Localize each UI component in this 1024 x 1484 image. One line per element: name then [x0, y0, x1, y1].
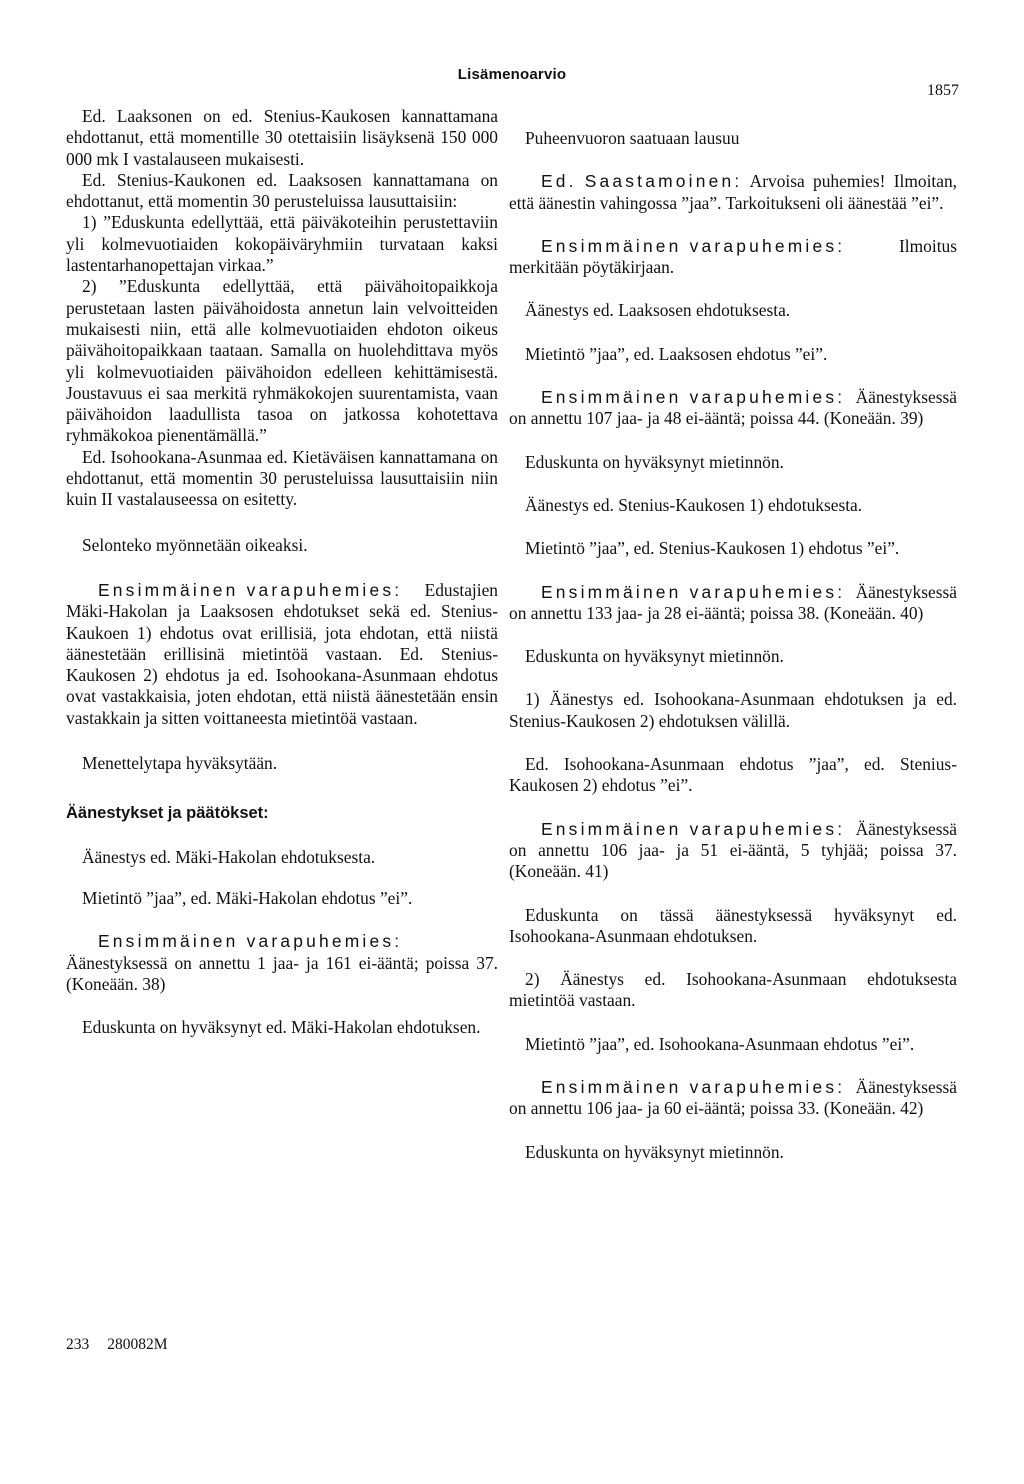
running-header: Lisämenoarvio — [457, 66, 567, 83]
speaker-name: Ensimmäinen varapuhemies: — [541, 387, 846, 408]
paragraph-text: Ed. Laaksonen on ed. Stenius-Kaukosen kannattamana ehdottanut, että momentille 30 otettaisiin lisäyksenä 150 000 000 mk I vastalauseen mukaisesti. — [66, 106, 498, 169]
paragraph-text: 1) ”Eduskunta edellyttää, että päiväkoteihin perustettaviin yli kolmevuotiaiden kokopäiväryhmiin turvataan kaksi lastentarhanopettajan virkaa.” — [66, 212, 498, 276]
paragraph — [509, 300, 957, 321]
paragraph — [509, 538, 957, 559]
left-column — [66, 106, 498, 1038]
paragraph-text: Selonteko myönnetään oikeaksi. — [82, 534, 308, 555]
paragraph-text: Äänestyksessä on annettu 1 jaa- ja 161 ei-ääntä; poissa 37. (Koneään. 38) — [66, 952, 498, 994]
speaker-name: Ensimmäinen varapuhemies: — [541, 581, 846, 602]
paragraph-text: Mietintö ”jaa”, ed. Laaksosen ehdotus ”ei”. — [525, 343, 828, 364]
paragraph-text: 1) Äänestys ed. Isohookana-Asunmaan ehdotuksen ja ed. Stenius-Kaukosen 2) ehdotuksen välillä. — [509, 689, 957, 731]
paragraph-text: Eduskunta on hyväksynyt mietinnön. — [525, 451, 784, 472]
section-heading: Äänestykset ja päätökset: — [66, 804, 269, 823]
speaker-name: Ensimmäinen varapuhemies: — [541, 235, 846, 256]
paragraph — [66, 276, 498, 446]
paragraph-text: Mietintö ”jaa”, ed. Stenius-Kaukosen 1) ehdotus ”ei”. — [525, 538, 900, 559]
paragraph — [509, 171, 957, 214]
paragraph — [66, 753, 498, 774]
paragraph — [509, 754, 957, 797]
paragraph — [509, 128, 957, 149]
paragraph-text: Puheenvuoron saatuaan lausuu — [525, 128, 740, 148]
paragraph-text: Äänestyksessä on annettu 133 jaa- ja 28 ei-ääntä; poissa 38. (Koneään. 40) — [509, 581, 957, 623]
paragraph — [509, 646, 957, 667]
paragraph-text: Äänestyksessä on annettu 107 jaa- ja 48 ei-ääntä; poissa 44. (Koneään. 39) — [509, 387, 957, 429]
paragraph — [66, 106, 498, 170]
paragraph — [66, 802, 498, 824]
paragraph-text: Mietintö ”jaa”, ed. Mäki-Hakolan ehdotus ”ei”. — [82, 887, 413, 908]
paragraph — [509, 1034, 957, 1055]
paragraph — [66, 212, 498, 276]
paragraph — [509, 387, 957, 430]
paragraph — [509, 452, 957, 473]
paragraph-text: Eduskunta on tässä äänestyksessä hyväksynyt ed. Isohookana-Asunmaan ehdotuksen. — [509, 904, 957, 946]
speaker-name: Ensimmäinen varapuhemies: — [541, 1077, 846, 1098]
paragraph-text: Edustajien Mäki-Hakolan ja Laaksosen ehdotukset sekä ed. Stenius-Kaukoen 1) ehdotus ovat erillisiä, jota ehdotan, että niistä äänestetään erillisinä mietintöä vastaan. Ed. Stenius-Kaukosen 2) ehdotus ja ed. Isohookana-Asunmaan ehdotus ovat vastakkaisia, joten ehdotan, että niistä äänestetään ensin vastakkain ja sitten voittaneesta mietintöä vastaan. — [66, 579, 498, 728]
page-number: 1857 — [927, 82, 959, 99]
paragraph — [66, 535, 498, 556]
paragraph-text: Menettelytapa hyväksytään. — [82, 753, 278, 774]
paragraph-text: Arvoisa puhemies! Ilmoitan, että äänestin vahingossa ”jaa”. Tarkoitukseni oli äänestää ”ei”. — [509, 171, 957, 213]
paragraph — [66, 447, 498, 511]
footer — [66, 1336, 186, 1354]
paragraph — [509, 1077, 957, 1120]
paragraph — [509, 495, 957, 516]
paragraph-text: Äänestys ed. Stenius-Kaukosen 1) ehdotuksesta. — [525, 494, 863, 515]
paragraph-text: Ed. Isohookana-Asunmaan ehdotus ”jaa”, ed. Stenius-Kaukosen 2) ehdotus ”ei”. — [509, 754, 957, 796]
paragraph-text: Äänestys ed. Mäki-Hakolan ehdotuksesta. — [82, 846, 376, 867]
paragraph — [66, 847, 498, 868]
paragraph — [509, 819, 957, 883]
paragraph — [509, 582, 957, 625]
paragraph-text: Äänestyksessä on annettu 106 jaa- ja 60 ei-ääntä; poissa 33. (Koneään. 42) — [509, 1077, 957, 1119]
speaker-name: Ensimmäinen varapuhemies: — [541, 818, 846, 839]
paragraph-text: 2) ”Eduskunta edellyttää, että päivähoitopaikkoja perustetaan lasten päivähoidosta annetun lain velvoitteiden mukaisesti niin, että alle kolmevuotiaiden ehdoton oikeus päivähoitopaikkaan taataan. Samalla on huolehdittava myös yli kolmevuotiaiden päivähoidon edelleen kehittämisestä. Joustavuus ei saa merkitä ryhmäkokojen suurentamista, vaan päivähoidon laadullista tasoa on jatkossa kohotettava ryhmäkokoa pienentämällä.” — [66, 276, 498, 446]
paragraph — [509, 344, 957, 365]
right-column — [509, 128, 957, 1163]
paragraph-text: Äänestyksessä on annettu 106 jaa- ja 51 ei-ääntä, 5 tyhjää; poissa 37. (Koneään. 41) — [509, 818, 957, 882]
paragraph-text: Äänestys ed. Laaksosen ehdotuksesta. — [525, 300, 791, 321]
paragraph — [509, 969, 957, 1012]
paragraph-text: Eduskunta on hyväksynyt mietinnön. — [525, 646, 784, 667]
footer-print-code: 280082M — [107, 1336, 168, 1353]
paragraph-text: Eduskunta on hyväksynyt ed. Mäki-Hakolan ehdotuksen. — [82, 1017, 481, 1038]
paragraph — [509, 236, 957, 279]
paragraph — [66, 1017, 498, 1038]
paragraph-text: 2) Äänestys ed. Isohookana-Asunmaan ehdotuksesta mietintöä vastaan. — [509, 969, 957, 1011]
paragraph — [66, 170, 498, 213]
speaker-name: Ed. Saastamoinen: — [541, 171, 743, 192]
paragraph — [66, 580, 498, 729]
paragraph-text: Ed. Stenius-Kaukonen ed. Laaksosen kannattamana on ehdottanut, että momentin 30 perusteluissa lausuttaisiin: — [66, 169, 498, 212]
paragraph — [509, 689, 957, 732]
paragraph-text: Ed. Isohookana-Asunmaa ed. Kietäväisen kannattamana on ehdottanut, että momentin 30 perusteluissa lausuttaisiin niin kuin II vastalauseessa on esitetty. — [66, 446, 498, 510]
paragraph-text: Ilmoitus merkitään pöytäkirjaan. — [509, 235, 957, 278]
paragraph — [66, 888, 498, 909]
footer-sheet-number: 233 — [66, 1336, 90, 1353]
paragraph — [509, 905, 957, 948]
speaker-name: Ensimmäinen varapuhemies: — [98, 579, 403, 600]
paragraph-text: Mietintö ”jaa”, ed. Isohookana-Asunmaan ehdotus ”ei”. — [525, 1033, 915, 1054]
speaker-name: Ensimmäinen varapuhemies: — [98, 931, 403, 952]
paragraph-text: Eduskunta on hyväksynyt mietinnön. — [525, 1141, 784, 1162]
paragraph — [509, 1142, 957, 1163]
paragraph — [66, 931, 498, 995]
